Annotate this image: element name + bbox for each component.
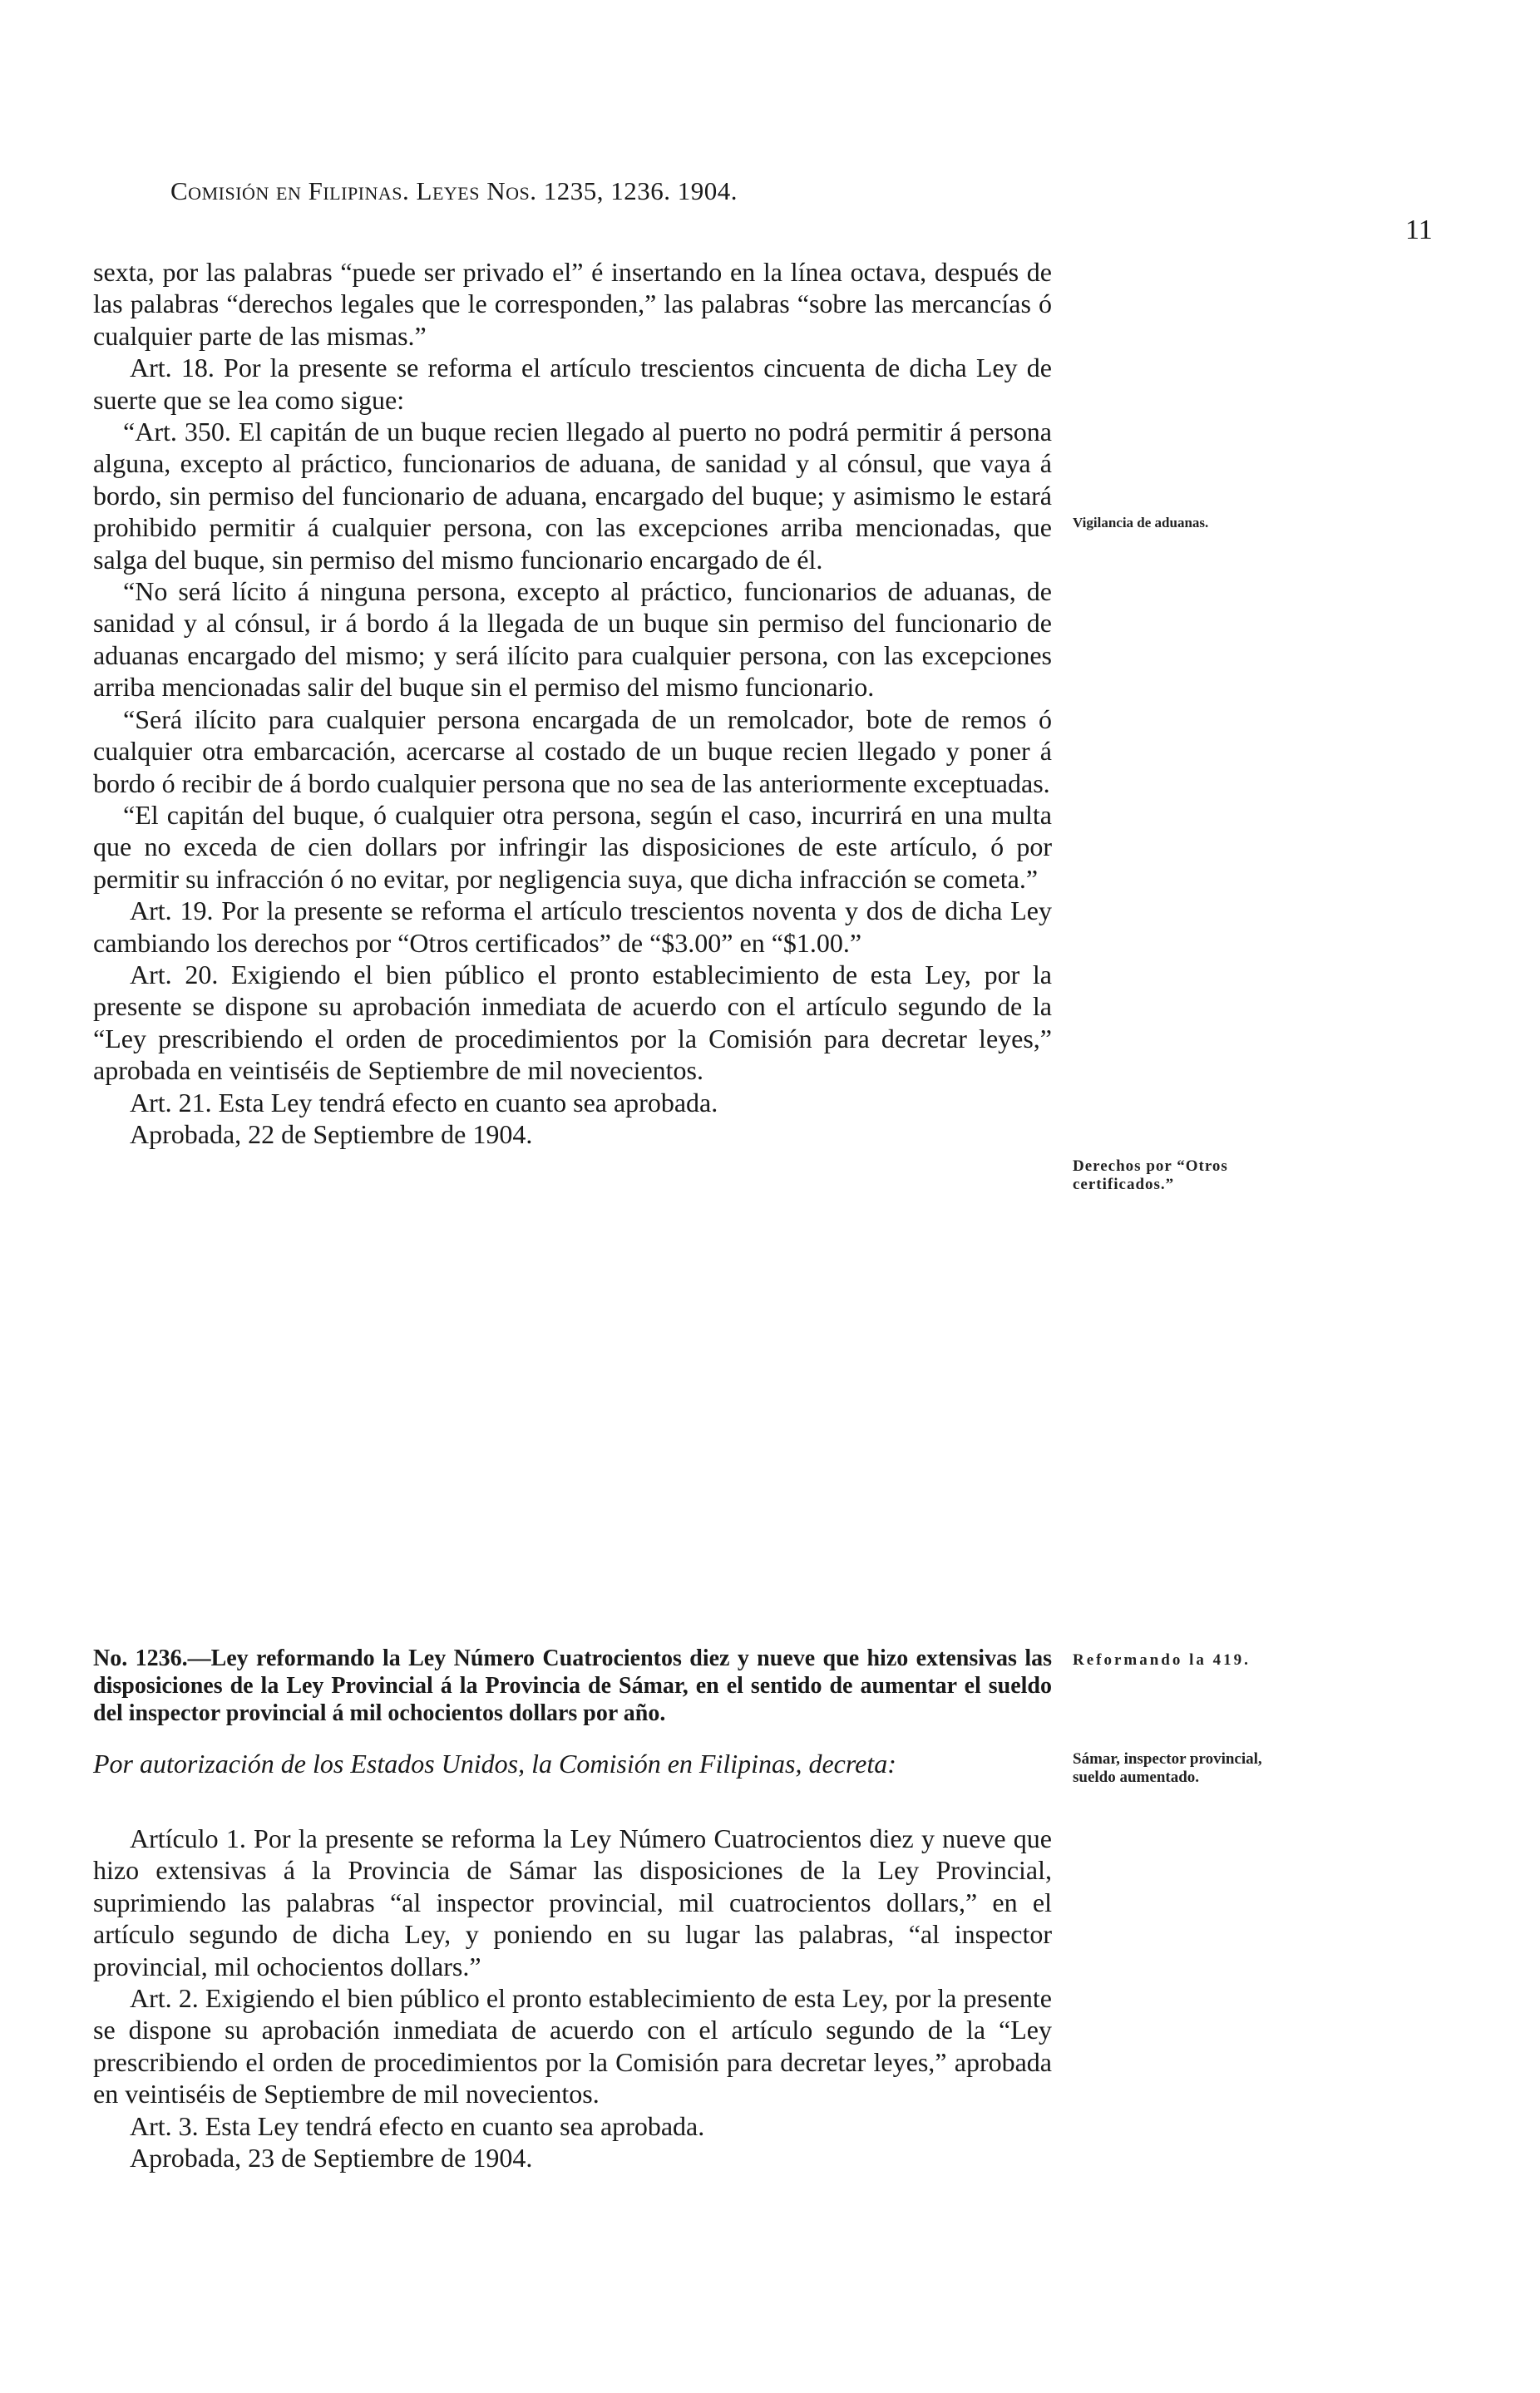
enacting-clause: Por autorización de los Estados Unidos, la Comisión en Filipinas, decreta: bbox=[93, 1749, 896, 1779]
paragraph: “Art. 350. El capitán de un buque recien llegado al puerto no podrá permitir á persona alguna, excepto al práctico, funcionarios de aduana, de sanidad y al cónsul, que vaya á bordo, sin permiso del funcionario de aduana, encargado del buque; y asimismo le estará prohibido permitir á cualquier persona, con las excepciones arriba mencionadas, que salga del buque, sin permiso del mismo funcionario encargado de él. bbox=[93, 417, 1052, 575]
paragraph: Art. 19. Por la presente se reforma el artículo trescientos noventa y dos de dicha Ley cambiando los derechos por “Otros certificados” de “$3.00” en “$1.00.” bbox=[93, 896, 1052, 958]
paragraph: “No será lícito á ninguna persona, excepto al práctico, funcionarios de aduanas, de sanidad y al cónsul, ir á bordo á la llegada de un buque sin permiso del funcionario de aduanas encargado del mismo; y será ilícito para cualquier persona, con las excepciones arriba mencionadas salir del buque sin el permiso del mismo funcionario. bbox=[93, 576, 1052, 703]
margin-note-derechos: Derechos por “Otros certificados.” bbox=[1073, 1157, 1228, 1193]
paragraph: “Será ilícito para cualquier persona encargada de un remolcador, bote de remos ó cualquier otra embarcación, acercarse al costado de un buque recien llegado y poner á bordo ó recibir de á bordo cualquier persona que no sea de las anteriormente exceptuadas. bbox=[93, 703, 1052, 798]
paragraph: “El capitán del buque, ó cualquier otra persona, según el caso, incurrirá en una multa que no exceda de cien dollars por infringir las disposiciones de este artículo, ó por permitir su infracción ó no evitar, por negligencia suya, que dicha infracción se cometa.” bbox=[93, 799, 1052, 894]
approval-date: Aprobada, 23 de Septiembre de 1904. bbox=[130, 2143, 533, 2173]
law-1236-text bbox=[93, 1823, 1052, 2173]
paragraph: Art. 2. Exigiendo el bien público el pronto establecimiento de esta Ley, por la presente se dispone su aprobación inmediata de acuerdo con el artículo segundo de la “Ley prescribiendo el orden de procedimientos por la Comisión para decretar leyes,” aprobada en veintiséis de Septiembre de mil novecientos. bbox=[93, 1983, 1052, 2109]
paragraph: Art. 21. Esta Ley tendrá efecto en cuanto sea aprobada. bbox=[130, 1087, 718, 1118]
margin-note-vigilancia: Vigilancia de aduanas. bbox=[1073, 515, 1209, 530]
law-1235-text bbox=[93, 256, 1052, 1150]
law-1236-title: No. 1236.—Ley reformando la Ley Número Cuatrocientos diez y nueve que hizo extensivas las disposiciones de la Ley Provincial á la Provincia de Sámar, en el sentido de aumentar el sueldo del inspector provincial á mil ochocientos dollars por año. bbox=[93, 1645, 1052, 1726]
paragraph: Artículo 1. Por la presente se reforma la Ley Número Cuatrocientos diez y nueve que hizo extensivas á la Provincia de Sámar las disposiciones de la Ley Provincial, suprimiendo las palabras “al inspector provincial, mil cuatrocientos dollars,” en el artículo segundo de dicha Ley, y poniendo en su lugar las palabras, “al inspector provincial, mil ochocientos dollars.” bbox=[93, 1823, 1052, 1981]
header-text: Comisión en Filipinas. Leyes Nos. 1235, 1236. 1904. bbox=[170, 176, 738, 205]
margin-note-reformando: Reformando la 419. bbox=[1073, 1651, 1251, 1669]
page-number: 11 bbox=[1405, 215, 1433, 245]
paragraph: Art. 18. Por la presente se reforma el artículo trescientos cincuenta de dicha Ley de suerte que se lea como sigue: bbox=[93, 353, 1052, 415]
paragraph: Art. 20. Exigiendo el bien público el pronto establecimiento de esta Ley, por la presente se dispone su aprobación inmediata de acuerdo con el artículo segundo de la “Ley prescribiendo el orden de procedimientos por la Comisión para decretar leyes,” aprobada en veintiséis de Septiembre de mil novecientos. bbox=[93, 959, 1052, 1086]
margin-note-samar: Sámar, inspector provincial, sueldo aumentado. bbox=[1073, 1750, 1262, 1786]
running-header bbox=[170, 176, 1052, 206]
paragraph: sexta, por las palabras “puede ser privado el” é insertando en la línea octava, después de las palabras “derechos legales que le corresponden,” las palabras “sobre las mercancías ó cualquier parte de las mismas.” bbox=[93, 257, 1052, 351]
approval-date: Aprobada, 22 de Septiembre de 1904. bbox=[130, 1118, 533, 1149]
paragraph: Art. 3. Esta Ley tendrá efecto en cuanto sea aprobada. bbox=[130, 2110, 705, 2141]
